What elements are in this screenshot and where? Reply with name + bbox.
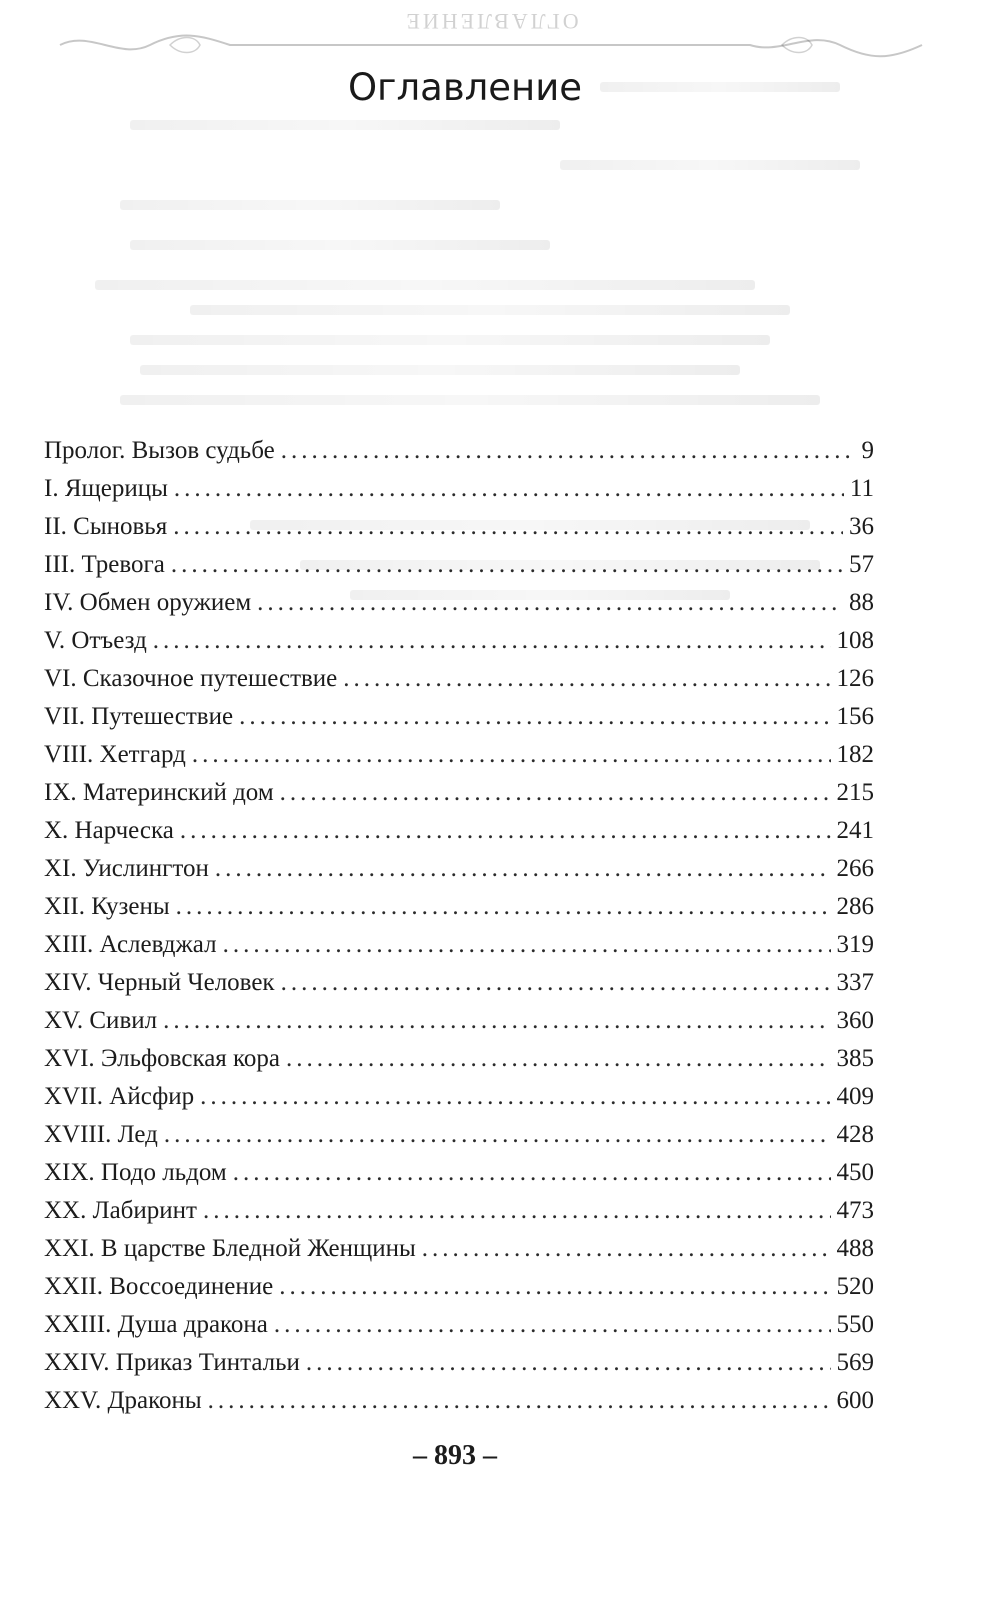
toc-entry: [44, 1306, 874, 1344]
dot-leader: [274, 1306, 831, 1344]
toc-entry: [44, 1382, 874, 1420]
dot-leader: [171, 546, 843, 584]
toc-entry-page-number: 550: [836, 1311, 874, 1338]
toc-entry: [44, 1230, 874, 1268]
mirrored-running-header: ОГЛАВЛЕНИЕ: [403, 9, 579, 34]
toc-entry-title: XVII. Айсфир: [44, 1083, 195, 1110]
toc-entry-title: IX. Материнский дом: [44, 779, 274, 806]
toc-entry-title: III. Тревога: [44, 551, 165, 578]
header-ornament: [50, 20, 932, 70]
dot-leader: [208, 1382, 831, 1420]
toc-entry-page-number: 286: [836, 893, 874, 920]
toc-entry-title: XIX. Подо льдом: [44, 1159, 227, 1186]
toc-entry: [44, 736, 874, 774]
toc-entry-page-number: 385: [836, 1045, 874, 1072]
toc-entry: [44, 1002, 874, 1040]
toc-entry: [44, 888, 874, 926]
toc-entry: [44, 1040, 874, 1078]
toc-entry-page-number: 569: [836, 1349, 874, 1376]
toc-entry-page-number: 337: [836, 969, 874, 996]
toc-entry-page-number: 600: [836, 1387, 874, 1414]
toc-entry: [44, 584, 874, 622]
toc-entry-page-number: 450: [836, 1159, 874, 1186]
dot-leader: [176, 888, 831, 926]
toc-entry-title: XXII. Воссоединение: [44, 1273, 274, 1300]
dot-leader: [223, 926, 831, 964]
dot-leader: [422, 1230, 831, 1268]
toc-entry-title: Пролог. Вызов судьбе: [44, 437, 275, 464]
toc-entry-page-number: 319: [836, 931, 874, 958]
dot-leader: [281, 964, 831, 1002]
page-title: Оглавление: [347, 66, 583, 109]
toc-entry-title: II. Сыновья: [44, 513, 168, 540]
toc-entry-title: XII. Кузены: [44, 893, 170, 920]
toc-entry-title: XX. Лабиринт: [44, 1197, 197, 1224]
dot-leader: [203, 1192, 831, 1230]
toc-entry-title: I. Ящерицы: [44, 475, 168, 502]
dot-leader: [343, 660, 830, 698]
dot-leader: [257, 584, 843, 622]
toc-entry-page-number: 9: [861, 437, 874, 464]
toc-entry-page-number: 473: [836, 1197, 874, 1224]
dot-leader: [192, 736, 831, 774]
toc-entry-title: XXI. В царстве Бледной Женщины: [44, 1235, 416, 1262]
toc-entry-title: V. Отъезд: [44, 627, 147, 654]
dot-leader: [233, 1154, 831, 1192]
toc-entry-title: VI. Сказочное путешествие: [44, 665, 338, 692]
toc-entry-page-number: 488: [836, 1235, 874, 1262]
dot-leader: [164, 1116, 831, 1154]
toc-entry-page-number: 215: [836, 779, 874, 806]
toc-entry: [44, 470, 874, 508]
toc-entry: [44, 508, 874, 546]
toc-entry-title: XXIV. Приказ Тинтальи: [44, 1349, 300, 1376]
dot-leader: [286, 1040, 830, 1078]
toc-entry: [44, 1078, 874, 1116]
toc-entry: [44, 1192, 874, 1230]
toc-entry: [44, 698, 874, 736]
toc-entry: [44, 1116, 874, 1154]
dot-leader: [180, 812, 831, 850]
toc-entry: [44, 1154, 874, 1192]
dot-leader: [306, 1344, 831, 1382]
dot-leader: [200, 1078, 830, 1116]
toc-entry: [44, 774, 874, 812]
dot-leader: [280, 774, 831, 812]
dot-leader: [281, 432, 856, 470]
toc-entry-page-number: 156: [836, 703, 874, 730]
toc-entry-page-number: 409: [836, 1083, 874, 1110]
toc-entry: [44, 850, 874, 888]
toc-entry-title: XXV. Драконы: [44, 1387, 202, 1414]
toc-entry: [44, 546, 874, 584]
toc-entry: [44, 964, 874, 1002]
page-number: – 893 –: [413, 1440, 497, 1471]
toc-entry-title: XIII. Аслевджал: [44, 931, 217, 958]
toc-entry: [44, 812, 874, 850]
toc-entry-page-number: 88: [849, 589, 874, 616]
toc-entry-page-number: 36: [849, 513, 874, 540]
toc-entry-page-number: 360: [836, 1007, 874, 1034]
toc-entry-title: XXIII. Душа дракона: [44, 1311, 268, 1338]
toc-entry: [44, 1344, 874, 1382]
toc-entry-page-number: 266: [836, 855, 874, 882]
toc-entry: [44, 432, 874, 470]
toc-entry-page-number: 108: [836, 627, 874, 654]
toc-entry: [44, 1268, 874, 1306]
toc-entry: [44, 622, 874, 660]
toc-entry-page-number: 428: [836, 1121, 874, 1148]
toc-entry-page-number: 520: [836, 1273, 874, 1300]
toc-entry: [44, 660, 874, 698]
dot-leader: [163, 1002, 830, 1040]
toc-entry-page-number: 11: [849, 475, 874, 502]
toc-entry-page-number: 241: [836, 817, 874, 844]
toc-entry-title: XI. Уислингтон: [44, 855, 209, 882]
table-of-contents: [44, 432, 874, 1420]
toc-entry-title: XIV. Черный Человек: [44, 969, 275, 996]
toc-entry: [44, 926, 874, 964]
dot-leader: [279, 1268, 830, 1306]
dot-leader: [173, 508, 843, 546]
toc-entry-page-number: 57: [849, 551, 874, 578]
dot-leader: [153, 622, 831, 660]
toc-entry-title: XV. Сивил: [44, 1007, 158, 1034]
toc-entry-title: VII. Путешествие: [44, 703, 234, 730]
toc-entry-title: VIII. Хетгард: [44, 741, 186, 768]
toc-entry-title: XVIII. Лед: [44, 1121, 158, 1148]
toc-entry-title: IV. Обмен оружием: [44, 589, 252, 616]
toc-entry-title: X. Нарческа: [44, 817, 174, 844]
dot-leader: [239, 698, 830, 736]
toc-entry-page-number: 126: [836, 665, 874, 692]
dot-leader: [215, 850, 831, 888]
dot-leader: [174, 470, 844, 508]
toc-entry-title: XVI. Эльфовская кора: [44, 1045, 281, 1072]
toc-entry-page-number: 182: [836, 741, 874, 768]
